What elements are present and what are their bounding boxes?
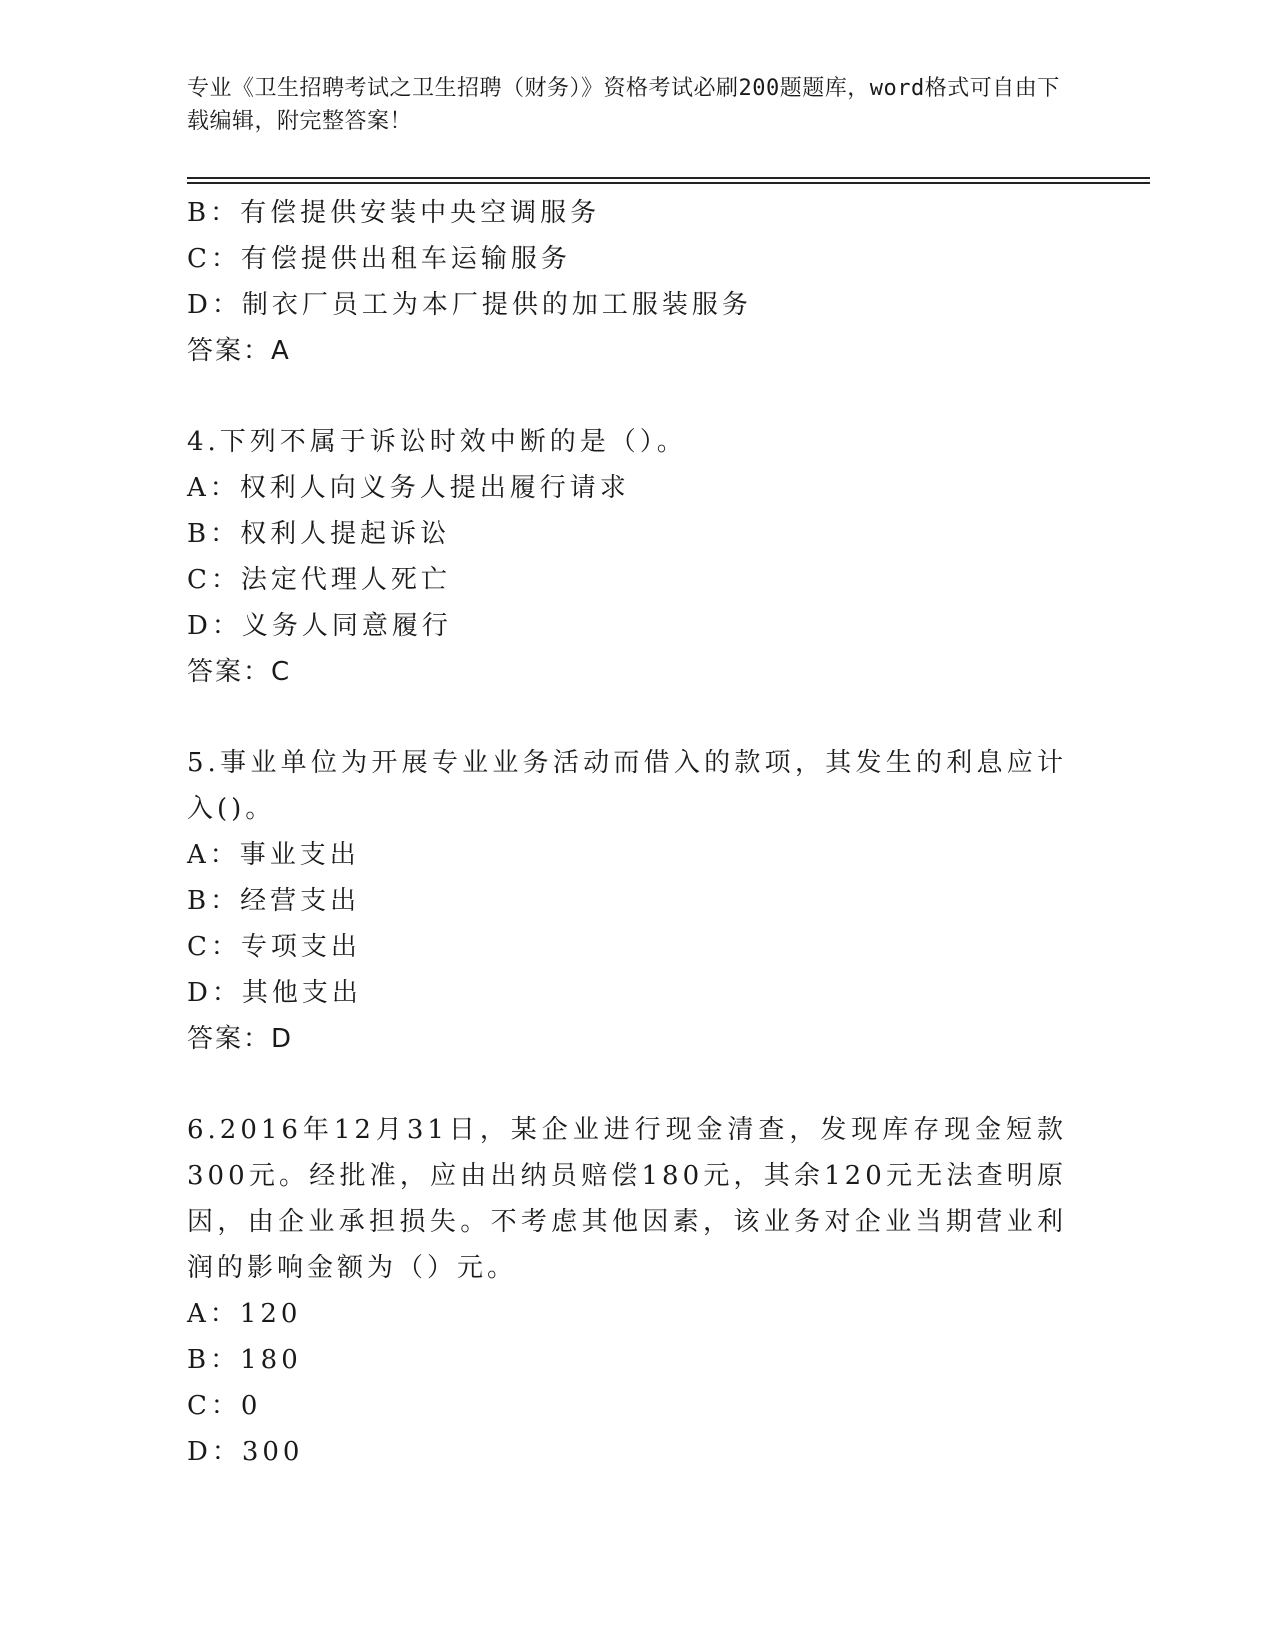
option-a: A：事业支出 bbox=[187, 840, 360, 870]
question-list bbox=[187, 190, 1067, 1475]
option-d: D：300 bbox=[187, 1437, 304, 1467]
question-block-3-continued bbox=[187, 190, 1067, 374]
header-divider bbox=[187, 177, 1150, 184]
option-d: D：义务人同意履行 bbox=[187, 611, 452, 641]
option-b: B：180 bbox=[187, 1345, 302, 1375]
answer-label: 答案：A bbox=[187, 336, 291, 366]
option-b: B：权利人提起诉讼 bbox=[187, 519, 451, 549]
question-text: 4.下列不属于诉讼时效中断的是（）。 bbox=[187, 427, 687, 457]
option-d: D：制衣厂员工为本厂提供的加工服装服务 bbox=[187, 290, 752, 320]
option-c: C：0 bbox=[187, 1391, 262, 1421]
option-c: C：专项支出 bbox=[187, 932, 361, 962]
option-a: A：120 bbox=[187, 1299, 302, 1329]
question-block-6 bbox=[187, 1107, 1067, 1475]
spacer bbox=[187, 1062, 1067, 1107]
document-header: 专业《卫生招聘考试之卫生招聘（财务）》资格考试必刷200题题库，word格式可自由下载编辑，附完整答案！ bbox=[187, 76, 1060, 134]
question-block-4 bbox=[187, 419, 1067, 695]
divider-line bbox=[187, 182, 1150, 184]
option-d: D：其他支出 bbox=[187, 978, 362, 1008]
option-a: A：权利人向义务人提出履行请求 bbox=[187, 473, 630, 503]
option-c: C：法定代理人死亡 bbox=[187, 565, 451, 595]
divider-line bbox=[187, 177, 1150, 179]
option-c: C：有偿提供出租车运输服务 bbox=[187, 244, 571, 274]
option-b: B：有偿提供安装中央空调服务 bbox=[187, 198, 601, 228]
question-block-5 bbox=[187, 740, 1067, 1062]
option-b: B：经营支出 bbox=[187, 886, 361, 916]
answer-label: 答案：C bbox=[187, 657, 292, 687]
answer-label: 答案：D bbox=[187, 1024, 294, 1054]
question-text: 5.事业单位为开展专业业务活动而借入的款项，其发生的利息应计入()。 bbox=[187, 748, 1067, 824]
spacer bbox=[187, 695, 1067, 740]
spacer bbox=[187, 374, 1067, 419]
question-text: 6.2016年12月31日，某企业进行现金清查，发现库存现金短款300元。经批准，应由出纳员赔偿180元，其余120元无法查明原因，由企业承担损失。不考虑其他因素，该业务对企业当期营业利润的影响金额为（）元。 bbox=[187, 1115, 1067, 1283]
